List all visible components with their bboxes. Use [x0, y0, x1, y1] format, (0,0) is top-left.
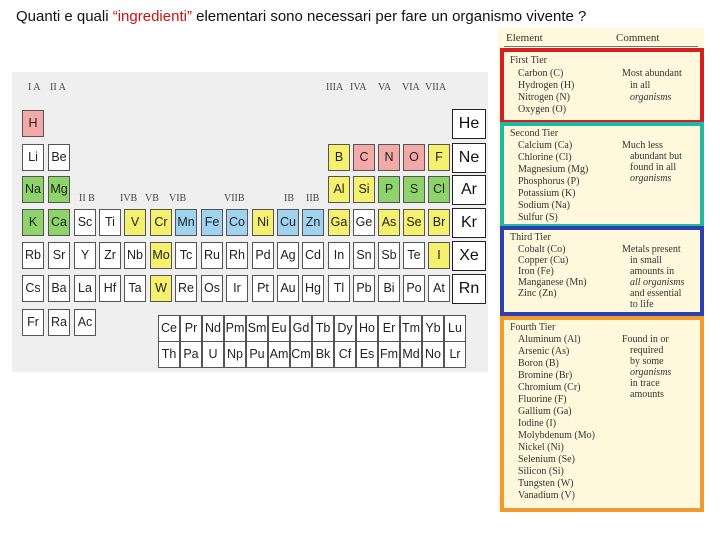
element-cell-bk: Bk: [312, 341, 334, 368]
element-cell-tl: Tl: [328, 275, 350, 302]
element-cell-ho: Ho: [356, 315, 378, 342]
element-cell-ni: Ni: [252, 209, 274, 236]
tier-element: Magnesium (Mg): [518, 164, 589, 175]
tier-element: Chlorine (Cl): [518, 152, 572, 163]
element-cell-ta: Ta: [124, 275, 146, 302]
tier-element: Sulfur (S): [518, 212, 558, 223]
group-label: IVB: [120, 193, 138, 204]
element-cell-tc: Tc: [175, 242, 197, 269]
element-cell-ag: Ag: [277, 242, 299, 269]
tier-element: Molybdenum (Mo): [518, 430, 595, 441]
element-cell-pt: Pt: [252, 275, 274, 302]
noble-gas-he: He: [452, 109, 486, 139]
element-cell-pb: Pb: [353, 275, 375, 302]
element-cell-v: V: [124, 209, 146, 236]
group-label: I A: [28, 82, 41, 93]
tier-element: Arsenic (As): [518, 346, 570, 357]
tier-label: Second Tier: [510, 128, 559, 139]
element-cell-sc: Sc: [74, 209, 96, 236]
tier-comment: organisms: [630, 367, 672, 378]
element-cell-br: Br: [428, 209, 450, 236]
element-cell-al: Al: [328, 176, 350, 203]
tier-element: Potassium (K): [518, 188, 576, 199]
third-tier-box: [500, 226, 704, 316]
tier-comment: Most abundant: [622, 68, 682, 79]
header-divider: [504, 46, 698, 47]
group-label: IB: [284, 193, 294, 204]
periodic-table: [12, 72, 488, 372]
noble-gas-rn: Rn: [452, 274, 486, 304]
noble-gas-ar: Ar: [452, 175, 486, 205]
element-cell-li: Li: [22, 144, 44, 171]
element-cell-cl: Cl: [428, 176, 450, 203]
tier-comment: to life: [630, 299, 654, 310]
element-cell-sm: Sm: [246, 315, 268, 342]
tier-element: Nickel (Ni): [518, 442, 564, 453]
element-cell-cs: Cs: [22, 275, 44, 302]
tier-element: Carbon (C): [518, 68, 564, 79]
tier-element: Aluminum (Al): [518, 334, 581, 345]
tier-element: Zinc (Zn): [518, 288, 557, 299]
element-cell-pr: Pr: [180, 315, 202, 342]
tier-element: Phosphorus (P): [518, 176, 580, 187]
element-cell-rb: Rb: [22, 242, 44, 269]
group-label: IVA: [350, 82, 367, 93]
element-cell-au: Au: [277, 275, 299, 302]
element-cell-bi: Bi: [378, 275, 400, 302]
element-cell-u: U: [202, 341, 224, 368]
element-cell-si: Si: [353, 176, 375, 203]
element-cell-no: No: [422, 341, 444, 368]
tier-comment: in all: [630, 80, 651, 91]
tier-label: Fourth Tier: [510, 322, 556, 333]
element-cell-ru: Ru: [201, 242, 223, 269]
tier-element: Gallium (Ga): [518, 406, 572, 417]
tier-element: Copper (Cu): [518, 255, 569, 266]
tier-comment: found in all: [630, 162, 677, 173]
fourth-tier-box: [500, 316, 704, 512]
element-cell-hg: Hg: [302, 275, 324, 302]
element-cell-o: O: [403, 144, 425, 171]
element-cell-c: C: [353, 144, 375, 171]
element-cell-md: Md: [400, 341, 422, 368]
element-cell-cu: Cu: [277, 209, 299, 236]
element-cell-lr: Lr: [444, 341, 466, 368]
tier-comment: Found in or: [622, 334, 669, 345]
element-cell-w: W: [150, 275, 172, 302]
element-cell-dy: Dy: [334, 315, 356, 342]
element-cell-eu: Eu: [268, 315, 290, 342]
tier-element: Bromine (Br): [518, 370, 573, 381]
group-label: VIIA: [425, 82, 447, 93]
tier-element: Nitrogen (N): [518, 92, 570, 103]
element-cell-te: Te: [403, 242, 425, 269]
tier-comment: all organisms: [630, 277, 685, 288]
group-label: VIA: [402, 82, 420, 93]
tier-label: Third Tier: [510, 232, 551, 243]
title-text-before: Quanti e quali: [16, 8, 113, 25]
tier-element: Tungsten (W): [518, 478, 574, 489]
element-cell-f: F: [428, 144, 450, 171]
element-cell-th: Th: [158, 341, 180, 368]
noble-gas-ne: Ne: [452, 143, 486, 173]
element-cell-s: S: [403, 176, 425, 203]
noble-gas-kr: Kr: [452, 208, 486, 238]
element-cell-er: Er: [378, 315, 400, 342]
element-cell-cr: Cr: [150, 209, 172, 236]
element-cell-lu: Lu: [444, 315, 466, 342]
tier-element: Oxygen (O): [518, 104, 567, 115]
element-cell-tb: Tb: [312, 315, 334, 342]
tier-element: Sodium (Na): [518, 200, 570, 211]
element-cell-b: B: [328, 144, 350, 171]
first-tier-box: [500, 48, 704, 124]
tier-comment: required: [630, 345, 664, 356]
group-label: VB: [145, 193, 159, 204]
tier-element: Iodine (I): [518, 418, 557, 429]
element-cell-yb: Yb: [422, 315, 444, 342]
element-cell-nb: Nb: [124, 242, 146, 269]
element-cell-ba: Ba: [48, 275, 70, 302]
tier-comment: in small: [630, 255, 662, 266]
element-cell-pa: Pa: [180, 341, 202, 368]
element-cell-fe: Fe: [201, 209, 223, 236]
element-cell-mn: Mn: [175, 209, 197, 236]
tier-element: Boron (B): [518, 358, 559, 369]
tier-comment: abundant but: [630, 151, 682, 162]
element-cell-p: P: [378, 176, 400, 203]
element-cell-y: Y: [74, 242, 96, 269]
element-cell-na: Na: [22, 176, 44, 203]
element-cell-ti: Ti: [99, 209, 121, 236]
tier-comment: organisms: [630, 92, 672, 103]
element-cell-mg: Mg: [48, 176, 70, 203]
element-cell-fm: Fm: [378, 341, 400, 368]
element-cell-in: In: [328, 242, 350, 269]
element-cell-as: As: [378, 209, 400, 236]
element-cell-po: Po: [403, 275, 425, 302]
element-cell-ca: Ca: [48, 209, 70, 236]
tier-comment: in trace: [630, 378, 660, 389]
tier-element: Selenium (Se): [518, 454, 575, 465]
tier-element: Manganese (Mn): [518, 277, 587, 288]
title-text-after: elementari sono necessari per fare un organismo vivente ?: [191, 8, 587, 25]
group-label: IIB: [306, 193, 320, 204]
element-cell-gd: Gd: [290, 315, 312, 342]
tier-comment: Much less: [622, 140, 663, 151]
second-tier-box: [500, 122, 704, 228]
element-cell-ge: Ge: [353, 209, 375, 236]
element-cell-cd: Cd: [302, 242, 324, 269]
tier-element: Iron (Fe): [518, 266, 554, 277]
element-cell-zr: Zr: [99, 242, 121, 269]
element-cell-sn: Sn: [353, 242, 375, 269]
element-cell-ra: Ra: [48, 309, 70, 336]
element-cell-cf: Cf: [334, 341, 356, 368]
element-cell-tm: Tm: [400, 315, 422, 342]
tier-element: Cobalt (Co): [518, 244, 566, 255]
element-cell-os: Os: [201, 275, 223, 302]
element-cell-cm: Cm: [290, 341, 312, 368]
element-cell-i: I: [428, 242, 450, 269]
element-cell-sb: Sb: [378, 242, 400, 269]
element-cell-co: Co: [226, 209, 248, 236]
tier-comment: by some: [630, 356, 664, 367]
tier-element: Chromium (Cr): [518, 382, 581, 393]
group-label: VIIB: [224, 193, 245, 204]
comment-column-header: Comment: [616, 32, 660, 44]
element-cell-re: Re: [175, 275, 197, 302]
element-cell-hf: Hf: [99, 275, 121, 302]
element-cell-ir: Ir: [226, 275, 248, 302]
tier-element: Silicon (Si): [518, 466, 564, 477]
group-label: II B: [79, 193, 95, 204]
element-cell-sr: Sr: [48, 242, 70, 269]
element-cell-fr: Fr: [22, 309, 44, 336]
page-title: [16, 8, 716, 25]
element-cell-at: At: [428, 275, 450, 302]
group-label: IIIA: [326, 82, 344, 93]
element-cell-nd: Nd: [202, 315, 224, 342]
element-cell-se: Se: [403, 209, 425, 236]
element-cell-n: N: [378, 144, 400, 171]
tier-comment: Metals present: [622, 244, 681, 255]
tier-element: Calcium (Ca): [518, 140, 573, 151]
element-cell-la: La: [74, 275, 96, 302]
element-cell-mo: Mo: [150, 242, 172, 269]
group-label: VA: [378, 82, 392, 93]
tier-element: Fluorine (F): [518, 394, 567, 405]
group-label: II A: [50, 82, 66, 93]
element-cell-h: H: [22, 110, 44, 137]
element-cell-pm: Pm: [224, 315, 246, 342]
element-cell-np: Np: [224, 341, 246, 368]
element-cell-ce: Ce: [158, 315, 180, 342]
tier-comment: amounts in: [630, 266, 675, 277]
element-cell-es: Es: [356, 341, 378, 368]
element-cell-pd: Pd: [252, 242, 274, 269]
tier-element: Hydrogen (H): [518, 80, 575, 91]
element-cell-ac: Ac: [74, 309, 96, 336]
element-cell-pu: Pu: [246, 341, 268, 368]
element-tiers-panel: [498, 28, 704, 512]
group-label: VIB: [169, 193, 187, 204]
element-cell-ga: Ga: [328, 209, 350, 236]
title-highlight: “ingredienti”: [112, 8, 192, 25]
element-cell-k: K: [22, 209, 44, 236]
element-cell-be: Be: [48, 144, 70, 171]
tier-element: Vanadium (V): [518, 490, 575, 501]
tier-label: First Tier: [510, 55, 547, 66]
tier-comment: and essential: [630, 288, 682, 299]
noble-gas-xe: Xe: [452, 241, 486, 271]
element-cell-zn: Zn: [302, 209, 324, 236]
element-cell-am: Am: [268, 341, 290, 368]
element-cell-rh: Rh: [226, 242, 248, 269]
element-column-header: Element: [506, 32, 543, 44]
tier-comment: organisms: [630, 173, 672, 184]
tier-comment: amounts: [630, 389, 664, 400]
